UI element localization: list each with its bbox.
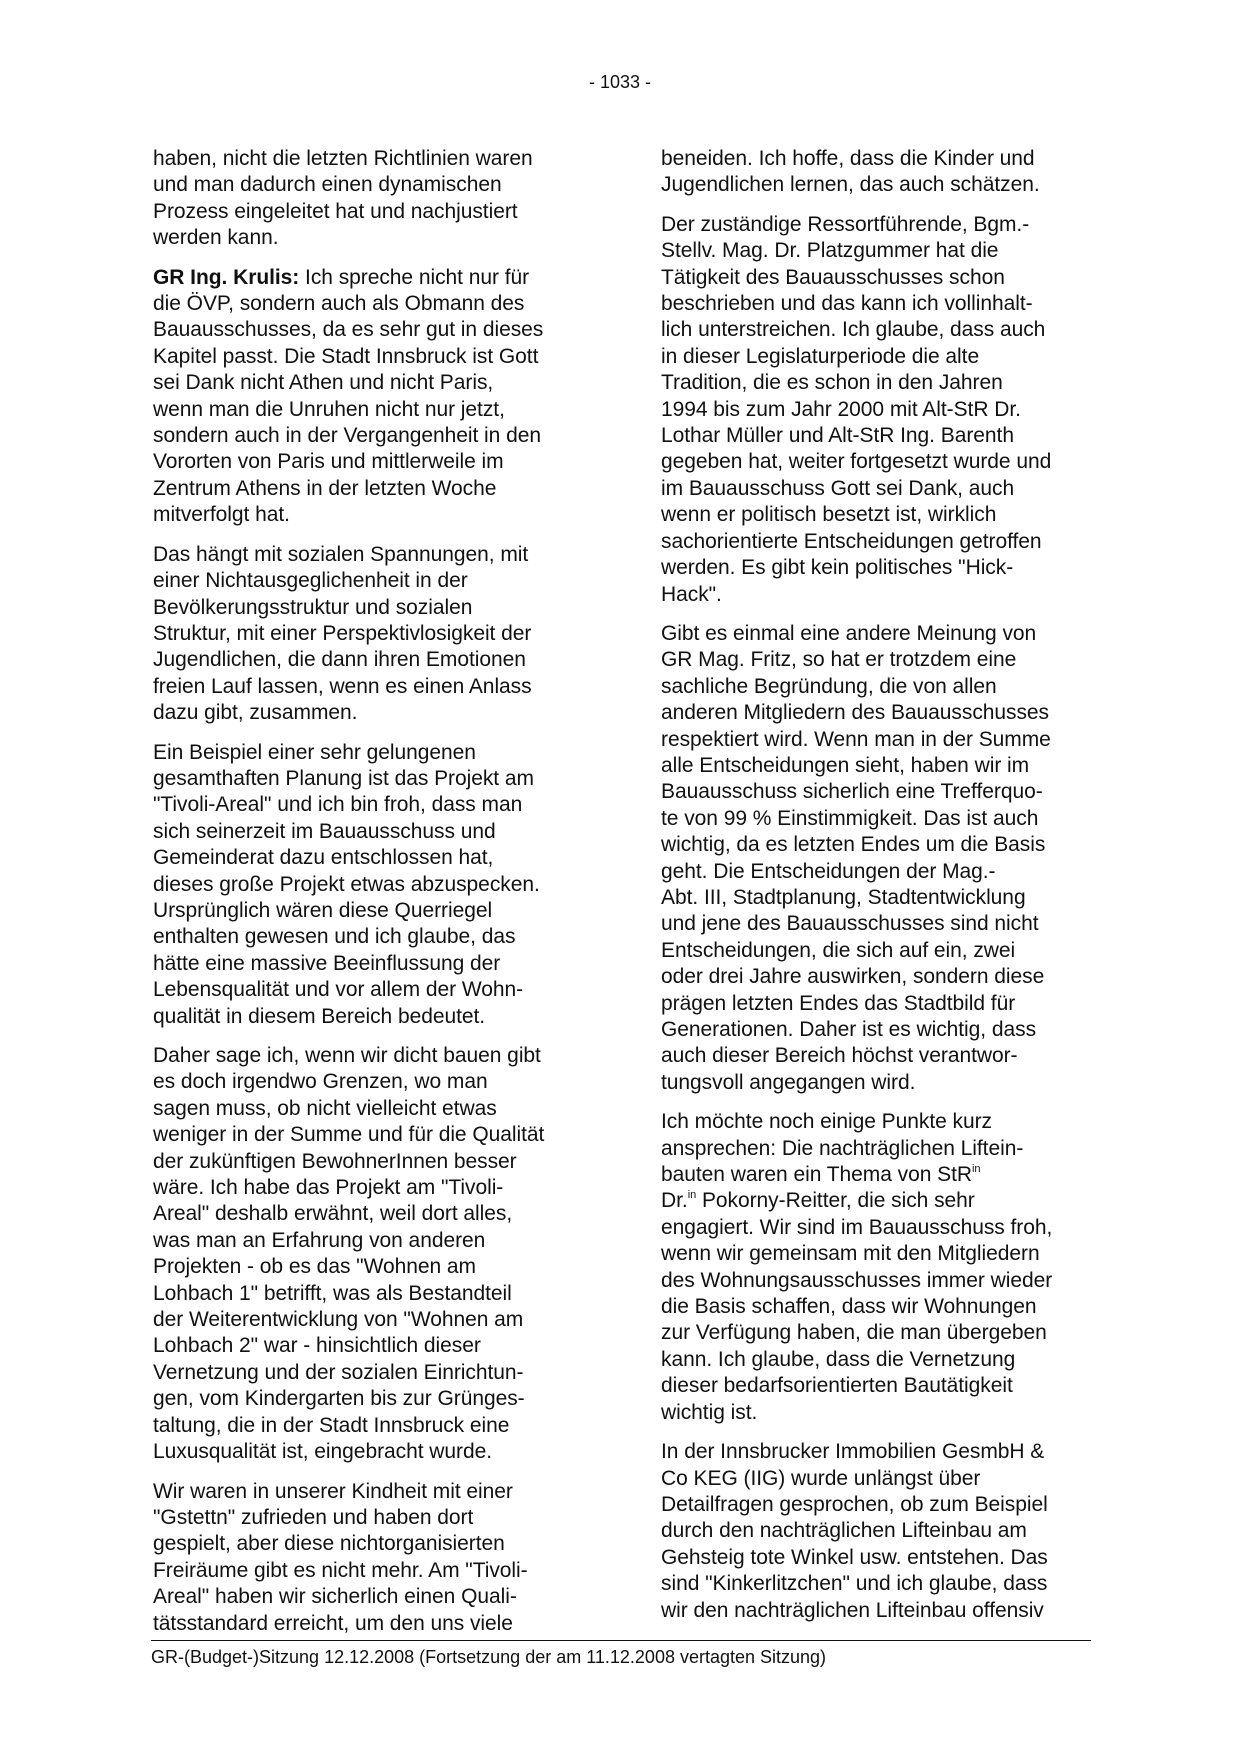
footer-divider [151, 1640, 1091, 1641]
paragraph: Der zuständige Ressortführende, Bgm.- Stellv. Mag. Dr. Platzgummer hat die Tätigkeit des Bauausschusses schon beschrieben und das kann ich vollinhalt- lich unterstreichen. Ich glaube, dass auch in dieser Legislaturperiode die alte Tradition, die es schon in den Jahren 1994 bis zum Jahr 2000 mit Alt-StR Dr. Lothar Müller und Alt-StR Ing. Barenth gegeben hat, weiter fortgesetzt wurde und im Bauausschuss Gott sei Dank, auch wenn er politisch besetzt ist, wirklich sachorientierte Entscheidungen getroffen werden. Es gibt kein politisches "Hick- Hack". [661, 212, 1052, 606]
page-number: - 1033 - [588, 72, 652, 92]
text-run: Pokorny-Reitter, die sich sehr engagiert. Wir sind im Bauausschuss froh, wenn wir gemeinsam mit den Mitgliedern des Wohnungsausschusses immer wieder die Basis schaffen, dass wir Wohnungen zur Verfügung haben, die man übergeben kann. Ich glaube, dass die Vernetzung dieser bedarfsorientierten Bautätigkeit wichtig ist. [661, 1189, 1053, 1424]
superscript: in [971, 1163, 981, 1176]
paragraph: haben, nicht die letzten Richtlinien waren und man dadurch einen dynamischen Prozess eingeleitet hat und nachjustiert werden kann. [153, 147, 533, 250]
text-run: Ich möchte noch einige Punkte kurz ansprechen: Die nachträglichen Liftein- bauten waren ein Thema von StR [661, 1110, 1024, 1187]
superscript: in [687, 1189, 697, 1202]
paragraph: Wir waren in unserer Kindheit mit einer "Gstettn" zufrieden und haben dort gespielt, aber diese nichtorganisierten Freiräume gibt es nicht mehr. Am "Tivoli- Areal" haben wir sicherlich einen Quali- tätsstandard erreicht, um den uns viele [153, 1479, 528, 1635]
footer-text: GR-(Budget-)Sitzung 12.12.2008 (Fortsetzung der am 11.12.2008 vertagten Sitzung) [151, 1647, 827, 1667]
paragraph: beneiden. Ich hoffe, dass die Kinder und Jugendlichen lernen, das auch schätzen. [661, 147, 1040, 197]
left-column [153, 146, 593, 1650]
speaker-name: GR Ing. Krulis: [153, 265, 300, 289]
paragraph: In der Innsbrucker Immobilien GesmbH & Co KEG (IIG) wurde unlängst über Detailfragen gesprochen, ob zum Beispiel durch den nachträglichen Lifteinbau am Gehsteig tote Winkel usw. entstehen. Das sind "Kinkerlitzchen" und ich glaube, dass wir den nachträglichen Lifteinbau offensiv [661, 1440, 1048, 1622]
paragraph: Das hängt mit sozialen Spannungen, mit einer Nichtausgeglichenheit in der Bevölkerungsstruktur und sozialen Struktur, mit einer Perspektivlosigkeit der Jugendlichen, die dann ihren Emotionen freien Lauf lassen, wenn es einen Anlass dazu gibt, zusammen. [153, 542, 532, 725]
paragraph [153, 265, 593, 529]
paragraph: Gibt es einmal eine andere Meinung von GR Mag. Fritz, so hat er trotzdem eine sachliche Begründung, die von allen anderen Mitgliedern des Bauausschusses respektiert wird. Wenn man in der Summe alle Entscheidungen sieht, haben wir im Bauausschuss sicherlich eine Trefferquo- te von 99 % Einstimmigkeit. Das ist auch wichtig, da es letzten Endes um die Basis geht. Die Entscheidungen der Mag.- Abt. III, Stadtplanung, Stadtentwicklung und jene des Bauausschusses sind nicht Entscheidungen, die sich auf ein, zwei oder drei Jahre auswirken, sondern diese prägen letzten Endes das Stadtbild für Generationen. Daher ist es wichtig, dass auch dieser Bereich höchst verantwor- tungsvoll angegangen wird. [661, 621, 1051, 1094]
paragraph: Ein Beispiel einer sehr gelungenen gesamthaften Planung ist das Projekt am "Tivoli-Areal" und ich bin froh, dass man sich seinerzeit im Bauausschuss und Gemeinderat dazu entschlossen hat, dieses große Projekt etwas abzuspecken. Ursprünglich wären diese Querriegel enthalten gewesen und ich glaube, das hätte eine massive Beeinflussung der Lebensqualität und vor allem der Wohn- qualität in diesem Bereich bedeutet. [153, 740, 540, 1028]
paragraph [661, 1109, 1101, 1426]
paragraph: Daher sage ich, wenn wir dicht bauen gibt es doch irgendwo Grenzen, wo man sagen muss, ob nicht vielleicht etwas weniger in der Summe und für die Qualität der zukünftigen BewohnerInnen besser wäre. Ich habe das Projekt am "Tivoli- Areal" deshalb erwähnt, weil dort alles, was man an Erfahrung von anderen Projekten - ob es das "Wohnen am Lohbach 1" betrifft, was als Bestandteil der Weiterentwicklung von "Wohnen am Lohbach 2" war - hinsichtlich dieser Vernetzung und der sozialen Einrichtun- gen, vom Kindergarten bis zur Grünges- taltung, die in der Stadt Innsbruck eine Luxusqualität ist, eingebracht wurde. [153, 1044, 545, 1464]
speech-text: Ich spreche nicht nur für die ÖVP, sondern auch als Obmann des Bauausschusses, da es sehr gut in dieses Kapitel passt. Die Stadt Innsbruck ist Gott sei Dank nicht Athen und nicht Paris, wenn man die Unruhen nicht nur jetzt, sondern auch in der Vergangenheit in den Vororten von Paris und mittlerweile im Zentrum Athens in der letzten Woche mitverfolgt hat. [153, 265, 544, 527]
right-column [661, 146, 1101, 1637]
text-run: Dr. [661, 1189, 688, 1213]
